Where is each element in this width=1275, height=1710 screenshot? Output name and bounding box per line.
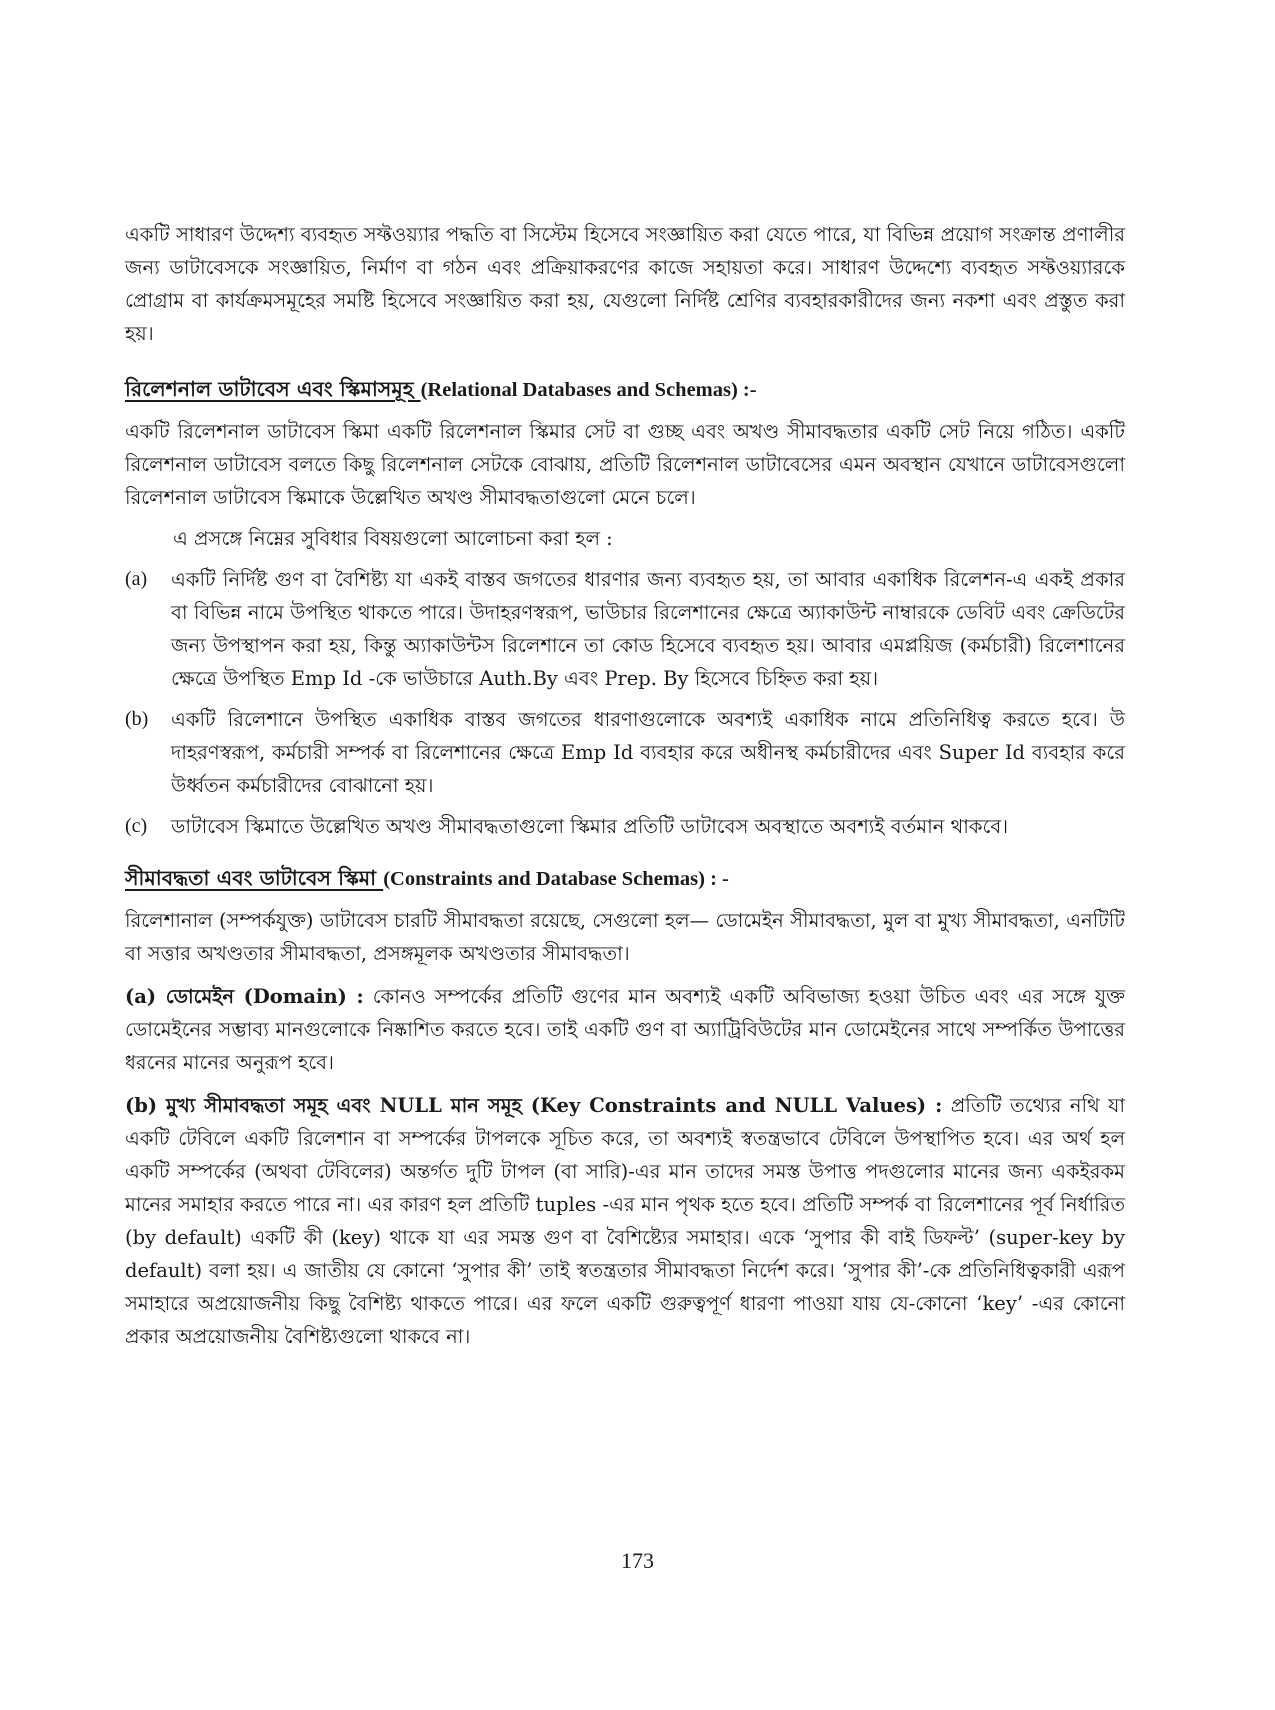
section-heading-relational — [125, 374, 1125, 405]
section-heading-relational-bn: রিলেশনাল ডাটাবেস এবং স্কিমাসমূহ — [125, 377, 421, 401]
list-item-c — [125, 810, 1125, 843]
list-item-a — [125, 563, 1125, 695]
key-constraints-paragraph — [125, 1089, 1125, 1353]
intro-paragraph: একটি সাধারণ উদ্দেশ্য ব্যবহৃত সফ্টওয়্যার পদ্ধতি বা সিস্টেম হিসেবে সংজ্ঞায়িত করা যেতে পারে, যা বিভিন্ন প্রয়োগ সংক্রান্ত প্রণালীর জন্য ডাটাবেসকে সংজ্ঞায়িত, নির্মাণ বা গঠন এবং প্রক্রিয়াকরণের কাজে সহায়তা করে। সাধারণ উদ্দেশ্যে ব্যবহৃত সফ্টওয়্যারকে প্রোগ্রাম বা কার্যক্রমসমূহের সমষ্টি হিসেবে সংজ্ঞায়িত করা হয়, যেগুলো নির্দিষ্ট শ্রেণির ব্যবহারকারীদের জন্য নকশা এবং প্রস্তুত করা হয়। — [125, 223, 1125, 345]
relational-paragraph: একটি রিলেশনাল ডাটাবেস স্কিমা একটি রিলেশনাল স্কিমার সেট বা গুচ্ছ এবং অখণ্ড সীমাবদ্ধতার একটি সেট নিয়ে গঠিত। একটি রিলেশনাল ডাটাবেস বলতে কিছু রিলেশনাল সেটকে বোঝায়, প্রতিটি রিলেশনাল ডাটাবেসের এমন অবস্থান যেখানে ডাটাবেসগুলো রিলেশনাল ডাটাবেস স্কিমাকে উল্লেখিত অখণ্ড সীমাবদ্ধতাগুলো মেনে চলে। — [125, 420, 1125, 509]
list-item-text: একটি রিলেশানে উপস্থিত একাধিক বাস্তব জগতের ধারণাগুলোকে অবশ্যই একাধিক নামে প্রতিনিধিত্ব করতে হবে। উ দাহরণস্বরূপ, কর্মচারী সম্পর্ক বা রিলেশানের ক্ষেত্রে Emp Id ব্যবহার করে অধীনস্থ কর্মচারীদের এবং Super Id ব্যবহার করে উর্ধ্বতন কর্মচারীদের বোঝানো হয়। — [171, 708, 1125, 797]
section-heading-constraints-bn: সীমাবদ্ধতা এবং ডাটাবেস স্কিমা — [125, 866, 384, 890]
list-item-text: একটি নির্দিষ্ট গুণ বা বৈশিষ্ট্য যা একই বাস্তব জগতের ধারণার জন্য ব্যবহৃত হয়, তা আবার একাধিক রিলেশন-এ একই প্রকার বা বিভিন্ন নামে উপস্থিত থাকতে পারে। উদাহরণস্বরূপ, ভাউচার রিলেশানের ক্ষেত্রে অ্যাকাউন্ট নাম্বারকে ডেবিট এবং ক্রেডিটের জন্য উপস্থাপন করা হয়, কিন্তু অ্যাকাউন্টস রিলেশানে তা কোড হিসেবে ব্যবহৃত হয়। আবার এমপ্লয়িজ (কর্মচারী) রিলেশানের ক্ষেত্রে উপস্থিত Emp Id -কে ভাউচারে Auth.By এবং Prep. By হিসেবে চিহ্নিত করা হয়। — [171, 568, 1125, 690]
constraints-paragraph: রিলেশানাল (সম্পর্কযুক্ত) ডাটাবেস চারটি সীমাবদ্ধতা রয়েছে, সেগুলো হল— ডোমেইন সীমাবদ্ধতা, মুল বা মুখ্য সীমাবদ্ধতা, এনটিটি বা সত্তার অখণ্ডতার সীমাবদ্ধতা, প্রসঙ্গমূলক অখণ্ডতার সীমাবদ্ধতা। — [125, 909, 1125, 965]
list-item-text: ডাটাবেস স্কিমাতে উল্লেখিত অখণ্ড সীমাবদ্ধতাগুলো স্কিমার প্রতিটি ডাটাবেস অবস্থাতে অবশ্যই বর্তমান থাকবে। — [171, 815, 1009, 838]
domain-paragraph — [125, 980, 1125, 1079]
domain-text: কোনও সম্পর্কের প্রতিটি গুণের মান অবশ্যই একটি অবিভাজ্য হওয়া উচিত এবং এর সঙ্গে যুক্ত ডোমেইনের সম্ভাব্য মানগুলোকে নিষ্কাশিত করতে হবে। তাই একটি গুণ বা অ্যাট্রিবিউটের মান ডোমেইনের সাথে সম্পর্কিত উপাত্তের ধরনের মানের অনুরূপ হবে। — [125, 985, 1125, 1074]
page-number: 173 — [621, 1548, 654, 1573]
page-content — [125, 218, 1125, 1353]
list-item-label: (c) — [125, 815, 148, 837]
discussion-lead: এ প্রসঙ্গে নিম্নের সুবিধার বিষয়গুলো আলোচনা করা হল : — [173, 527, 613, 550]
key-constraints-lead: (b) মুখ্য সীমাবদ্ধতা সমূহ এবং NULL মান সমূহ (Key Constraints and NULL Values) : — [125, 1094, 943, 1117]
section-heading-constraints-en: (Constraints and Database Schemas) : - — [383, 868, 729, 890]
section-heading-relational-en: (Relational Databases and Schemas) :- — [420, 379, 757, 401]
list-item-label: (b) — [125, 708, 149, 730]
list-item-b — [125, 703, 1125, 802]
key-constraints-text: প্রতিটি তথ্যের নথি যা একটি টেবিলে একটি রিলেশান বা সম্পর্কের টাপলকে সূচিত করে, তা অবশ্যই স্বতন্ত্রভাবে টেবিলে উপস্থাপিত হবে। এর অর্থ হল একটি সম্পর্কের (অথবা টেবিলের) অন্তর্গত দুটি টাপল (বা সারি)-এর মান তাদের সমস্ত উপাত্ত পদগুলোর মানের জন্য একইরকম মানের সমাহার করতে পারে না। এর কারণ হল প্রতিটি tuples -এর মান পৃথক হতে হবে। প্রতিটি সম্পর্ক বা রিলেশানের পূর্ব নির্ধারিত (by default) একটি কী (key) থাকে যা এর সমস্ত গুণ বা বৈশিষ্ট্যের সমাহার। একে ‘সুপার কী বাই ডিফল্ট’ (super-key by default) বলা হয়। এ জাতীয় যে কোনো ‘সুপার কী’ তাই স্বতন্ত্রতার সীমাবদ্ধতা নির্দেশ করে। ‘সুপার কী’-কে প্রতিনিধিত্বকারী এরূপ সমাহারে অপ্রয়োজনীয় কিছু বৈশিষ্ট্য থাকতে পারে। এর ফলে একটি গুরুত্বপূর্ণ ধারণা পাওয়া যায় যে-কোনো ‘key’ -এর কোনো প্রকার অপ্রয়োজনীয় বৈশিষ্ট্যগুলো থাকবে না। — [125, 1094, 1125, 1348]
list-item-label: (a) — [125, 568, 148, 590]
section-heading-constraints — [125, 863, 1125, 894]
domain-lead: (a) ডোমেইন (Domain) : — [125, 985, 364, 1008]
